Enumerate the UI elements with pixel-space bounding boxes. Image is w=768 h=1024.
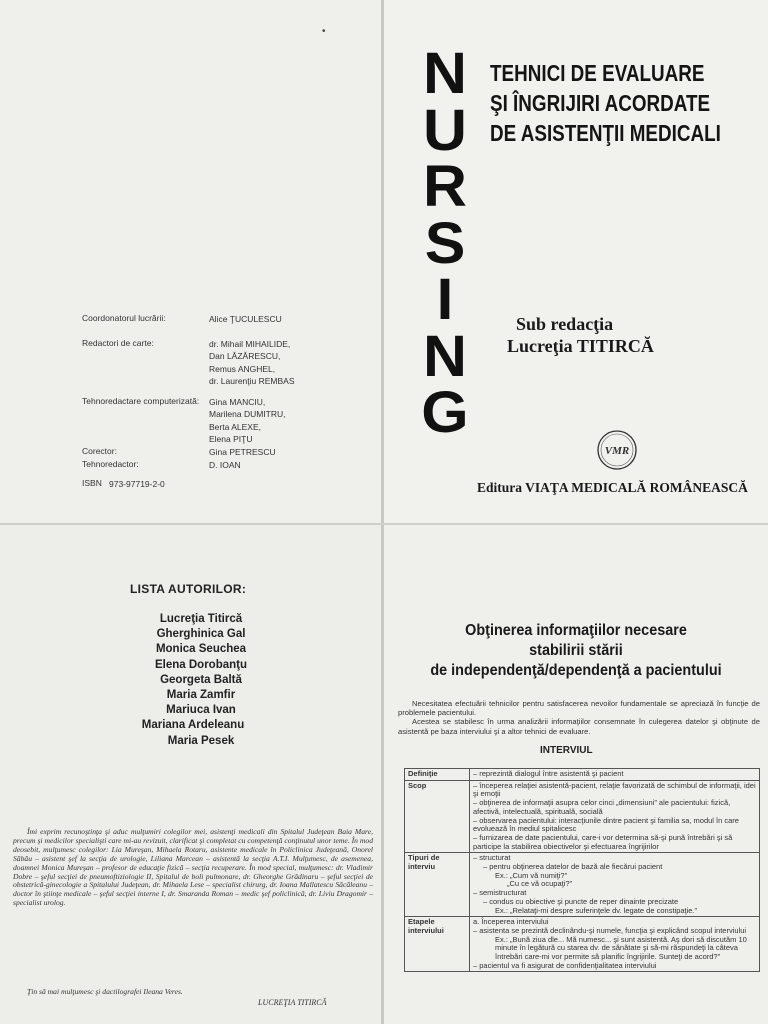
interview-row-line: – furnizarea de date pacientului, care-i vor determina să-şi pună întrebări şi să participe la stabilirea obiectivelor şi efectuarea îngrijirilor <box>473 832 733 851</box>
interview-row-line: – observarea pacientului: interacţiunile dintre pacient şi familia sa, modul în care evoluează în mediul spitalicesc <box>473 815 739 834</box>
nursing-letter: U <box>422 97 467 163</box>
chapter-intro <box>398 699 760 736</box>
author-name: Lucreţia Titircă <box>159 613 243 625</box>
interview-row-line: – condus cu obiective şi puncte de reper dinainte precizate <box>483 896 679 906</box>
book-title-line: TEHNICI DE EVALUARE <box>490 60 705 86</box>
publisher-logo-icon <box>595 428 639 472</box>
author-name: Georgeta Baltă <box>160 673 242 686</box>
interview-row-label: Definiţie <box>405 769 470 781</box>
page-fold-horizontal <box>0 523 768 525</box>
interview-row-label: Scop <box>405 780 470 853</box>
nursing-vertical-title <box>414 41 477 445</box>
credit-value: Marilena DUMITRU, <box>209 409 286 420</box>
publisher-name: Editura VIAŢA MEDICALĂ ROMÂNEASCĂ <box>477 480 748 495</box>
interview-row-line: a. Începerea interviului <box>473 917 549 927</box>
credit-label: Coordonatorul lucrării: <box>82 313 166 323</box>
credit-value: Gina MANCIU, <box>209 397 266 407</box>
acknowledgements-signature: LUCREŢIA TITIRCĂ <box>258 998 327 1007</box>
credit-label: Redactori de carte: <box>82 338 154 348</box>
interview-row-line: – obţinerea de informaţii asupra celor cinci „dimensiuni” ale pacientului: fizică, afectivă, intelectuală, spirituală, socială <box>473 798 731 816</box>
interview-table-row <box>405 917 760 972</box>
interview-row-label: Tipuri de interviu <box>405 853 470 917</box>
credit-label: ISBN <box>82 478 102 488</box>
credit-value: D. IOAN <box>209 460 241 470</box>
section-heading: INTERVIUL <box>540 745 593 756</box>
credit-value: Alice ŢUCULESCU <box>209 314 282 324</box>
credit-label: Tehnoredactor: <box>82 459 139 469</box>
credit-value: Remus ANGHEL, <box>209 363 276 374</box>
interview-table-row <box>405 853 760 917</box>
credit-value: dr. Mihail MIHAILIDE, <box>209 339 291 349</box>
author-name: Mariana Ardeleanu <box>141 719 245 732</box>
publisher-logo-text: VMR <box>604 445 630 457</box>
authors-page <box>0 525 384 1024</box>
interview-row-line: – începerea relaţiei asistentă-pacient, relaţie favorizată de schimbul de informaţii, idei şi emoţii <box>473 780 756 799</box>
credit-label: Corector: <box>82 446 117 456</box>
credit-values <box>209 338 295 388</box>
credit-values <box>209 396 286 446</box>
interview-row-line: – structurat <box>473 853 511 863</box>
editor-name: Lucreţia TITIRCĂ <box>507 336 654 356</box>
author-name: Elena Dorobanţu <box>154 658 247 671</box>
interview-row-line: – semistructurat <box>473 888 527 898</box>
intro-paragraph: Necesitatea efectuării tehnicilor pentru satisfacerea nevoilor fundamentale se apreciază în funcţie de problemele pacientului. <box>398 699 760 718</box>
interview-row-label: Etapele interviului <box>405 917 470 972</box>
acknowledgements-text: Îmi exprim recunoştinţa şi aduc mulţumiri colegilor mei, asistenţi medicali din Spitalul Judeţean Baia Mare, precum şi medicilor specialişti care mi-au revizuit, clarificat şi completat cu competenţă conţinutul unor teme. În mod deosebit, mulţumesc colegilor: Lia Mureşan, Mihaela Rotaru, asistente medicale în Policlinica Judeţeană, Onorel Săbău – asistent şef la secţia de urologie, Liliana Marcean – asistentă la secţia A.T.I. Mulţumesc, de asemenea, doamnei Monica Mureşan – profesor de educaţie fizică – secţia recuperare. În mod special, mulţumesc: dr. Vladimir Dobre – şeful secţiei de pneumoftiziologie II, Spitalul de boli pulmonare, dr. Gheorghe Grădinaru – şeful secţiei de obstetrică-ginecologie a Spitalului Judeţean, dr. Mihaela Lese – specialist chirurg, dr. Ioana Mallatescu Săcăleanu – doctor în ştiinţe medicale – şeful secţiei interne I, dr. Smaranda Roman – medic şef policlinică, dr. Liviu Dragomir – specialist urolog. <box>13 827 373 908</box>
credit-values <box>209 459 241 471</box>
interview-row-content <box>470 853 760 917</box>
chapter-title-line: de independenţă/dependenţă a pacientului <box>430 662 722 679</box>
speck-mark: • <box>322 26 326 37</box>
interview-row-content <box>470 917 760 972</box>
credit-values <box>209 313 282 325</box>
nursing-letter: R <box>422 154 467 219</box>
interview-row-content <box>470 769 760 781</box>
page-fold-vertical <box>381 0 384 1024</box>
chapter-title-line: Obţinerea informaţiilor necesare <box>465 622 687 639</box>
author-name: Monica Seuchea <box>155 643 247 656</box>
colophon-page <box>0 0 384 525</box>
book-title-line: DE ASISTENŢII MEDICALI <box>490 120 721 146</box>
authors-heading: LISTA AUTORILOR: <box>130 582 247 596</box>
nursing-letter: S <box>424 210 466 276</box>
credit-value: Berta ALEXE, <box>209 421 261 432</box>
book-title <box>490 58 721 148</box>
credit-value: Gina PETRESCU <box>209 447 276 457</box>
author-name: Gherghinica Gal <box>156 628 246 641</box>
interview-row-line: – reprezintă dialogul între asistentă şi pacient <box>473 769 624 778</box>
interview-table-row <box>405 769 760 781</box>
credit-value: dr. Laurenţiu REMBAS <box>209 376 295 387</box>
editor-block <box>507 313 654 357</box>
interview-table <box>404 768 760 972</box>
chapter-title-line: stabilirii stării <box>529 642 623 659</box>
nursing-letter: N <box>422 41 467 106</box>
author-name: Maria Pesek <box>167 734 235 747</box>
credit-label: Tehnoredactare computerizată: <box>82 396 200 406</box>
credit-value: Dan LĂZĂRESCU, <box>209 351 281 362</box>
credit-values <box>209 446 276 458</box>
chapter-title <box>416 621 736 681</box>
sub-redactia-label: Sub redacţia <box>516 314 614 334</box>
nursing-letter: I <box>436 267 454 332</box>
nursing-letter: G <box>421 380 469 445</box>
acknowledgements-thanks: Ţin să mai mulţumesc şi dactilografei Ileana Veres. <box>27 987 183 996</box>
interview-row-line: Ex.: „Bună ziua dle... Mă numesc... şi sunt asistentă. Aş dori să discutăm 10 minute în legătură cu starea dv. de sănătate şi să-mi răspundeţi la câteva întrebări care-mi vor permite să planific îngrijirile. Sunteţi de acord?” <box>495 934 747 962</box>
interview-row-line: – pentru obţinerea datelor de bază ale fiecărui pacient <box>483 862 663 872</box>
credit-values <box>109 478 165 490</box>
interview-row-line: Ex.: „Relataţi-mi despre suferinţele dv. legate de constipaţie.” <box>495 905 698 915</box>
interview-table-row <box>405 780 760 853</box>
author-name: Maria Zamfir <box>166 689 236 701</box>
credit-value: 973-97719-2-0 <box>109 479 165 489</box>
book-title-line: ŞI ÎNGRIJIRI ACORDATE <box>490 90 711 116</box>
interview-row-content <box>470 780 760 853</box>
interview-row-line: „Cu ce vă ocupaţi?” <box>507 879 573 889</box>
interview-row-line: – pacientul va fi asigurat de confidenţialitatea interviului <box>473 960 657 970</box>
credit-value: Elena PIŢU <box>209 434 253 445</box>
intro-paragraph: Acestea se stabilesc în urma analizării informaţiilor consemnate în culegerea datelor şi obţinute de asistentă pe baza interviului şi a altor tehnici de evaluare. <box>398 717 760 736</box>
title-page <box>384 0 768 525</box>
chapter-page <box>384 525 768 1024</box>
author-name: Mariuca Ivan <box>166 704 236 717</box>
interview-row-line: Ex.: „Cum vă numiţi?” <box>495 870 568 880</box>
nursing-letter: N <box>422 323 467 389</box>
interview-row-line: – asistenta se prezintă declinându-şi numele, funcţia şi explicând scopul interviului <box>473 925 747 935</box>
